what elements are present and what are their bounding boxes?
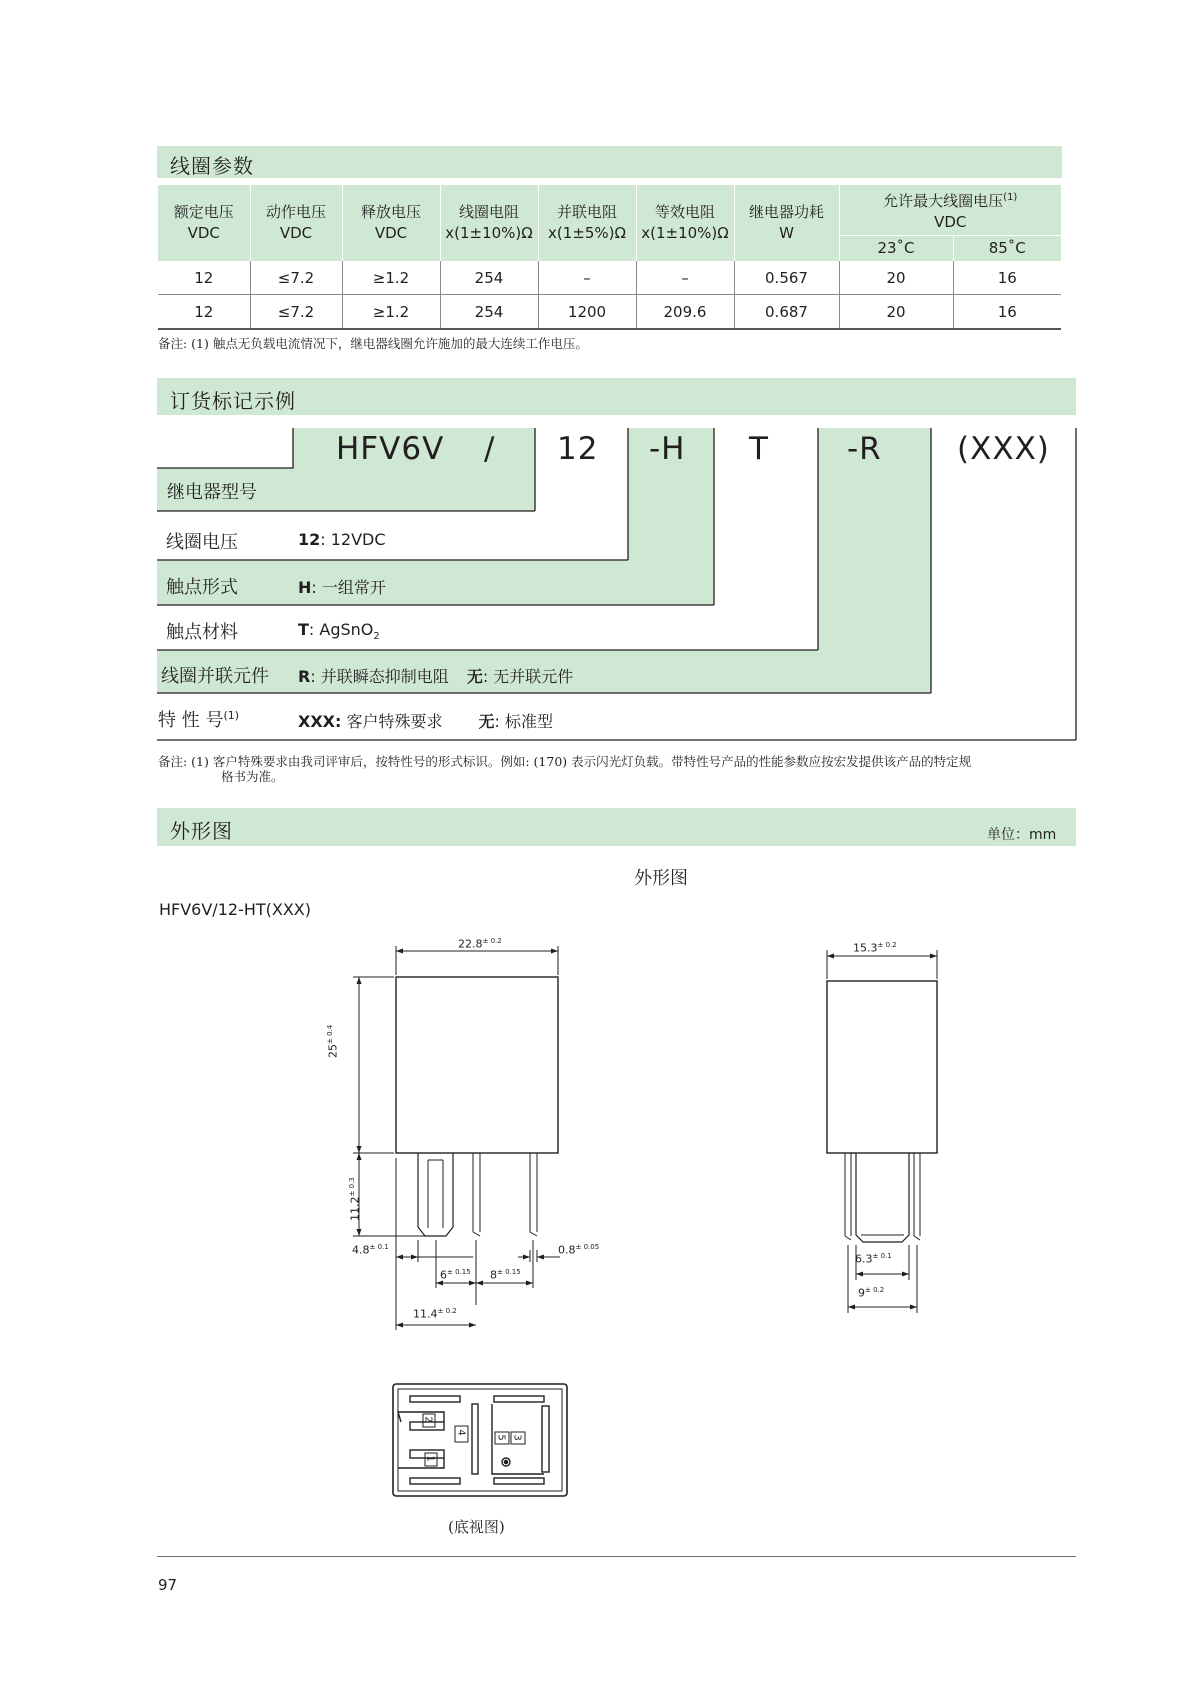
figure-title: 外形图 [634, 868, 688, 889]
dim-8: $8^{\pm 0.15}$ [490, 1268, 521, 1282]
order-note-line1: 备注: (1) 客户特殊要求由我司评审后，按特性号的形式标识。例如: (170) 表示闪光灯负载。带特性号产品的性能参数应按宏发提供该产品的特定规 [158, 754, 972, 769]
pin-number-2: 2 [422, 1416, 434, 1423]
order-section-title: 订货标记示例 [170, 389, 296, 413]
header-coil-resistance: 线圈电阻 x(1±10%)Ω [440, 185, 538, 261]
dim-width: $22.8^{\pm 0.2}$ [458, 937, 502, 951]
dim-6-3: $6.3^{\pm 0.1}$ [855, 1252, 892, 1266]
dim-6: $6^{\pm 0.15}$ [440, 1268, 471, 1282]
label-coil-voltage: 线圈电压 [166, 532, 238, 553]
code-contact-form: -H [649, 431, 686, 467]
code-contact-material: T [749, 431, 769, 467]
label-contact-material: 触点材料 [166, 622, 238, 643]
model-label: HFV6V/12-HT(XXX) [159, 900, 311, 919]
code-coil-voltage: 12 [557, 431, 599, 467]
dim-side-width: $15.3^{\pm 0.2}$ [853, 941, 897, 955]
desc-contact-material: T: AgSnO$_2$ [298, 620, 380, 643]
coil-section-title: 线圈参数 [170, 154, 254, 178]
dim-11-4: $11.4^{\pm 0.2}$ [413, 1307, 457, 1321]
bottom-view-caption: (底视图) [448, 1518, 505, 1536]
footer-divider [157, 1556, 1076, 1557]
header-temp-85: 85˚C [953, 235, 1061, 261]
coil-table-note: 备注: (1) 触点无负载电流情况下，继电器线圈允许施加的最大连续工作电压。 [158, 336, 588, 351]
table-row: 12 ≤7.2 ≥1.2 254 1200 209.6 0.687 20 16 [158, 295, 1061, 330]
label-contact-form: 触点形式 [166, 577, 238, 598]
header-max-voltage: 允许最大线圈电压$^{(1)}$ VDC [839, 185, 1061, 235]
pin-number-3: 3 [511, 1434, 523, 1441]
header-equivalent-resistance: 等效电阻 x(1±10%)Ω [636, 185, 734, 261]
header-pickup-voltage: 动作电压 VDC [250, 185, 342, 261]
dim-9: $9^{\pm 0.2}$ [858, 1286, 885, 1300]
desc-parallel-element: R: 并联瞬态抑制电阻 无: 无并联元件 [298, 667, 574, 686]
table-row: 12 ≤7.2 ≥1.2 254 – – 0.567 20 16 [158, 261, 1061, 295]
header-rated-voltage: 额定电压 VDC [158, 185, 250, 261]
header-parallel-resistance: 并联电阻 x(1±5%)Ω [538, 185, 636, 261]
desc-coil-voltage: 12: 12VDC [298, 530, 386, 549]
code-parallel-element: -R [847, 431, 882, 467]
header-release-voltage: 释放电压 VDC [342, 185, 440, 261]
dim-pin-length: $11.2^{\pm 0.3}$ [348, 1177, 362, 1221]
label-parallel-element: 线圈并联元件 [161, 666, 269, 687]
code-special: (XXX) [957, 431, 1050, 467]
page-number: 97 [158, 1576, 178, 1594]
header-temp-23: 23˚C [839, 235, 953, 261]
pin-number-4: 4 [455, 1429, 467, 1436]
pin-number-1: 1 [424, 1455, 436, 1462]
desc-special: XXX: 客户特殊要求 无: 标准型 [298, 712, 553, 731]
code-slash: / [484, 431, 496, 467]
dim-height: $25^{\pm 0.4}$ [326, 1024, 340, 1058]
pin-number-5: 5 [495, 1434, 507, 1441]
header-power: 继电器功耗 W [734, 185, 839, 261]
label-special: 特 性 号$^{(1)}$ [158, 709, 240, 731]
dim-0-8: $0.8^{\pm 0.05}$ [558, 1243, 600, 1257]
unit-label: 单位：mm [987, 827, 1057, 843]
order-note-line2: 格书为准。 [221, 769, 284, 784]
desc-contact-form: H: 一组常开 [298, 578, 386, 597]
outline-section-title: 外形图 [170, 819, 233, 843]
dim-4-8: $4.8^{\pm 0.1}$ [352, 1243, 389, 1257]
code-model: HFV6V [336, 431, 445, 467]
label-relay-model: 继电器型号 [167, 482, 257, 503]
